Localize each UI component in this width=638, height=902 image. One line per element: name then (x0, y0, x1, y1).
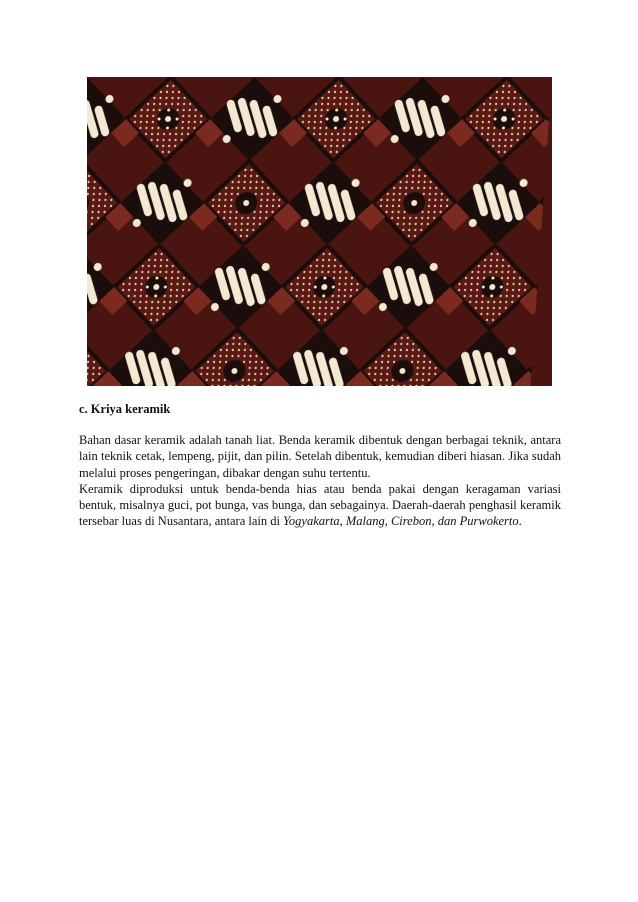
batik-pattern-graphic (87, 77, 552, 386)
paragraph-ceramic-production (79, 481, 561, 530)
producing-regions: Yogyakarta, Malang, Cirebon, dan Purwokerto (283, 514, 519, 529)
body-text (79, 432, 561, 530)
paragraph-ceramic-material: Bahan dasar keramik adalah tanah liat. Benda keramik dibentuk dengan berbagai teknik, antara lain teknik cetak, lempeng, pijit, dan pilin. Setelah dibentuk, kemudian diberi hiasan. Jika sudah melalui proses pengeringan, dibakar dengan suhu tertentu. (79, 433, 561, 480)
paragraph-end-period: . (518, 514, 522, 529)
batik-pattern-image (87, 77, 552, 386)
paragraph-ceramic-production-text: Keramik diproduksi untuk benda-benda hias atau benda pakai dengan keragaman variasi bentuk, misalnya guci, pot bunga, vas bunga, dan sebagainya. Daerah-daerah penghasil keramik tersebar luas di Nusantara, antara lain di (79, 481, 561, 529)
section-heading: c. Kriya keramik (79, 402, 171, 416)
